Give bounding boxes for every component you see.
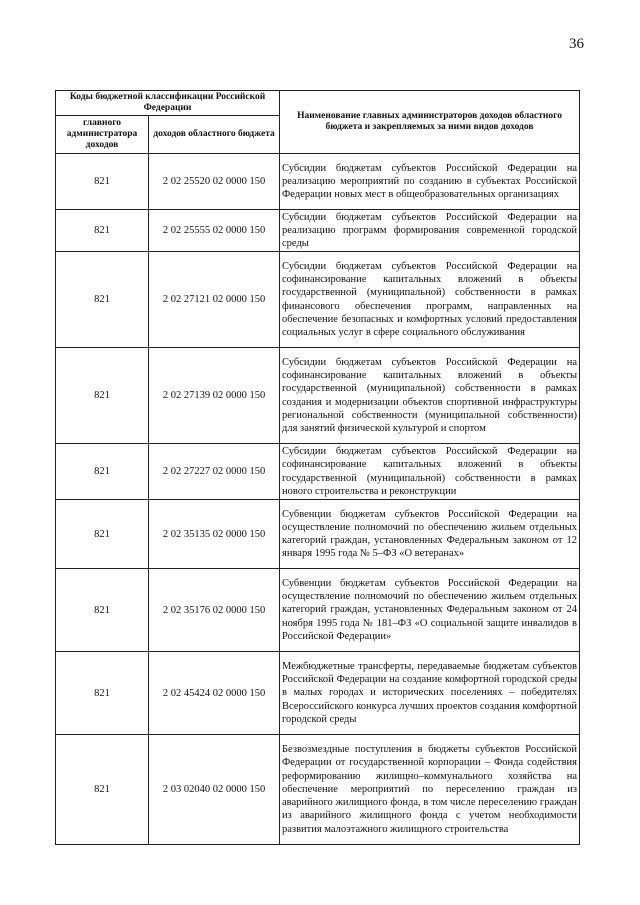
admin-code-cell: 821 — [56, 500, 149, 569]
table-row — [56, 735, 580, 845]
description-cell: Безвозмездные поступления в бюджеты субъектов Российской Федерации от государственной корпорации – Фонда содействия реформированию жилищно–коммунального хозяйства на обеспечение мероприятий по переселению граждан из аварийного жилищного фонда, в том числе переселению граждан из аварийного жилищного фонда с учетом необходимости развития малоэтажного жилищного строительства — [280, 735, 580, 845]
income-code-cell: 2 02 25555 02 0000 150 — [149, 210, 280, 252]
admin-code-cell: 821 — [56, 154, 149, 210]
description-cell: Субсидии бюджетам субъектов Российской Федерации на софинансирование капитальных вложений в объекты государственной (муниципальной) собственности в рамках финансового обеспечения программ, направленных на обеспечение безопасных и комфортных условий предоставления социальных услуг в сфере социального обслуживания — [280, 252, 580, 348]
description-cell: Субсидии бюджетам субъектов Российской Федерации на софинансирование капитальных вложений в объекты государственной (муниципальной) собственности в рамках создания и модернизации объектов спортивной инфраструктуры региональной собственности (муниципальной собственности) для занятий физической культурой и спортом — [280, 348, 580, 444]
table-row — [56, 252, 580, 348]
admin-code-cell: 821 — [56, 252, 149, 348]
admin-code-cell: 821 — [56, 348, 149, 444]
table-row — [56, 444, 580, 500]
income-code-cell: 2 02 25520 02 0000 150 — [149, 154, 280, 210]
description-cell: Субсидии бюджетам субъектов Российской Федерации на софинансирование капитальных вложений в объекты государственной (муниципальной) собственности в рамках нового строительства и реконструкции — [280, 444, 580, 500]
table-row — [56, 569, 580, 652]
table-row — [56, 500, 580, 569]
description-cell: Субвенции бюджетам субъектов Российской Федерации на осуществление полномочий по обеспечению жильем отдельных категорий граждан, установленных Федеральным законом от 12 января 1995 года № 5–ФЗ «О ветеранах» — [280, 500, 580, 569]
table-row — [56, 154, 580, 210]
page-number: 36 — [569, 36, 584, 52]
admin-code-cell: 821 — [56, 735, 149, 845]
income-code-cell: 2 02 35135 02 0000 150 — [149, 500, 280, 569]
admin-code-cell: 821 — [56, 652, 149, 735]
header-col-admin: главного администратора доходов — [56, 116, 149, 154]
header-codes-group: Коды бюджетной классификации Российской Федерации — [56, 91, 280, 116]
income-code-cell: 2 03 02040 02 0000 150 — [149, 735, 280, 845]
income-code-cell: 2 02 27227 02 0000 150 — [149, 444, 280, 500]
table-row — [56, 210, 580, 252]
budget-classification-table — [55, 90, 580, 845]
description-cell: Субсидии бюджетам субъектов Российской Федерации на реализацию программ формирования современной городской среды — [280, 210, 580, 252]
description-cell: Межбюджетные трансферты, передаваемые бюджетам субъектов Российской Федерации на создание комфортной городской среды в малых городах и исторических поселениях – победителях Всероссийского конкурса лучших проектов создания комфортной городской среды — [280, 652, 580, 735]
table-row — [56, 348, 580, 444]
admin-code-cell: 821 — [56, 210, 149, 252]
admin-code-cell: 821 — [56, 569, 149, 652]
header-col-name: Наименование главных администраторов доходов областного бюджета и закрепляемых за ними видов доходов — [280, 91, 580, 154]
description-cell: Субсидии бюджетам субъектов Российской Федерации на реализацию мероприятий по созданию в субъектах Российской Федерации новых мест в общеобразовательных организациях — [280, 154, 580, 210]
income-code-cell: 2 02 45424 02 0000 150 — [149, 652, 280, 735]
description-cell: Субвенции бюджетам субъектов Российской Федерации на осуществление полномочий по обеспечению жильем отдельных категорий граждан, установленных Федеральным законом от 24 ноября 1995 года № 181–ФЗ «О социальной защите инвалидов в Российской Федерации» — [280, 569, 580, 652]
income-code-cell: 2 02 27139 02 0000 150 — [149, 348, 280, 444]
table-row — [56, 652, 580, 735]
header-col-income: доходов областного бюджета — [149, 116, 280, 154]
admin-code-cell: 821 — [56, 444, 149, 500]
income-code-cell: 2 02 35176 02 0000 150 — [149, 569, 280, 652]
income-code-cell: 2 02 27121 02 0000 150 — [149, 252, 280, 348]
